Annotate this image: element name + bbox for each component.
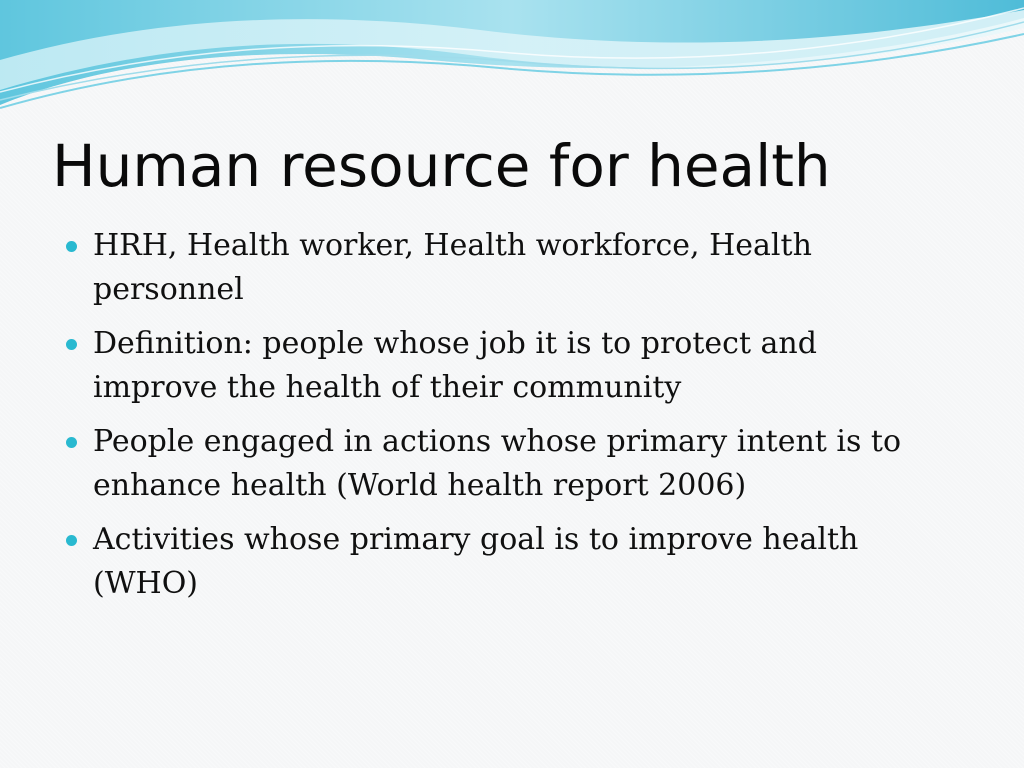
bullet-dot-icon — [66, 241, 77, 252]
bullet-dot-icon — [66, 339, 77, 350]
bullet-item — [64, 224, 944, 312]
bullet-text: Activities whose primary goal is to improve health (WHO) — [93, 522, 859, 601]
bullet-item — [64, 518, 944, 606]
bullet-item — [64, 322, 944, 410]
bullet-text: HRH, Health worker, Health workforce, Health personnel — [93, 228, 812, 307]
bullet-list — [64, 224, 944, 616]
header-wave-decoration — [0, 0, 1024, 120]
bullet-text: People engaged in actions whose primary intent is to enhance health (World health report 2006) — [93, 424, 902, 503]
bullet-dot-icon — [66, 535, 77, 546]
slide-title: Human resource for health — [52, 132, 831, 200]
bullet-item — [64, 420, 944, 508]
bullet-dot-icon — [66, 437, 77, 448]
bullet-text: Definition: people whose job it is to protect and improve the health of their community — [93, 326, 817, 405]
